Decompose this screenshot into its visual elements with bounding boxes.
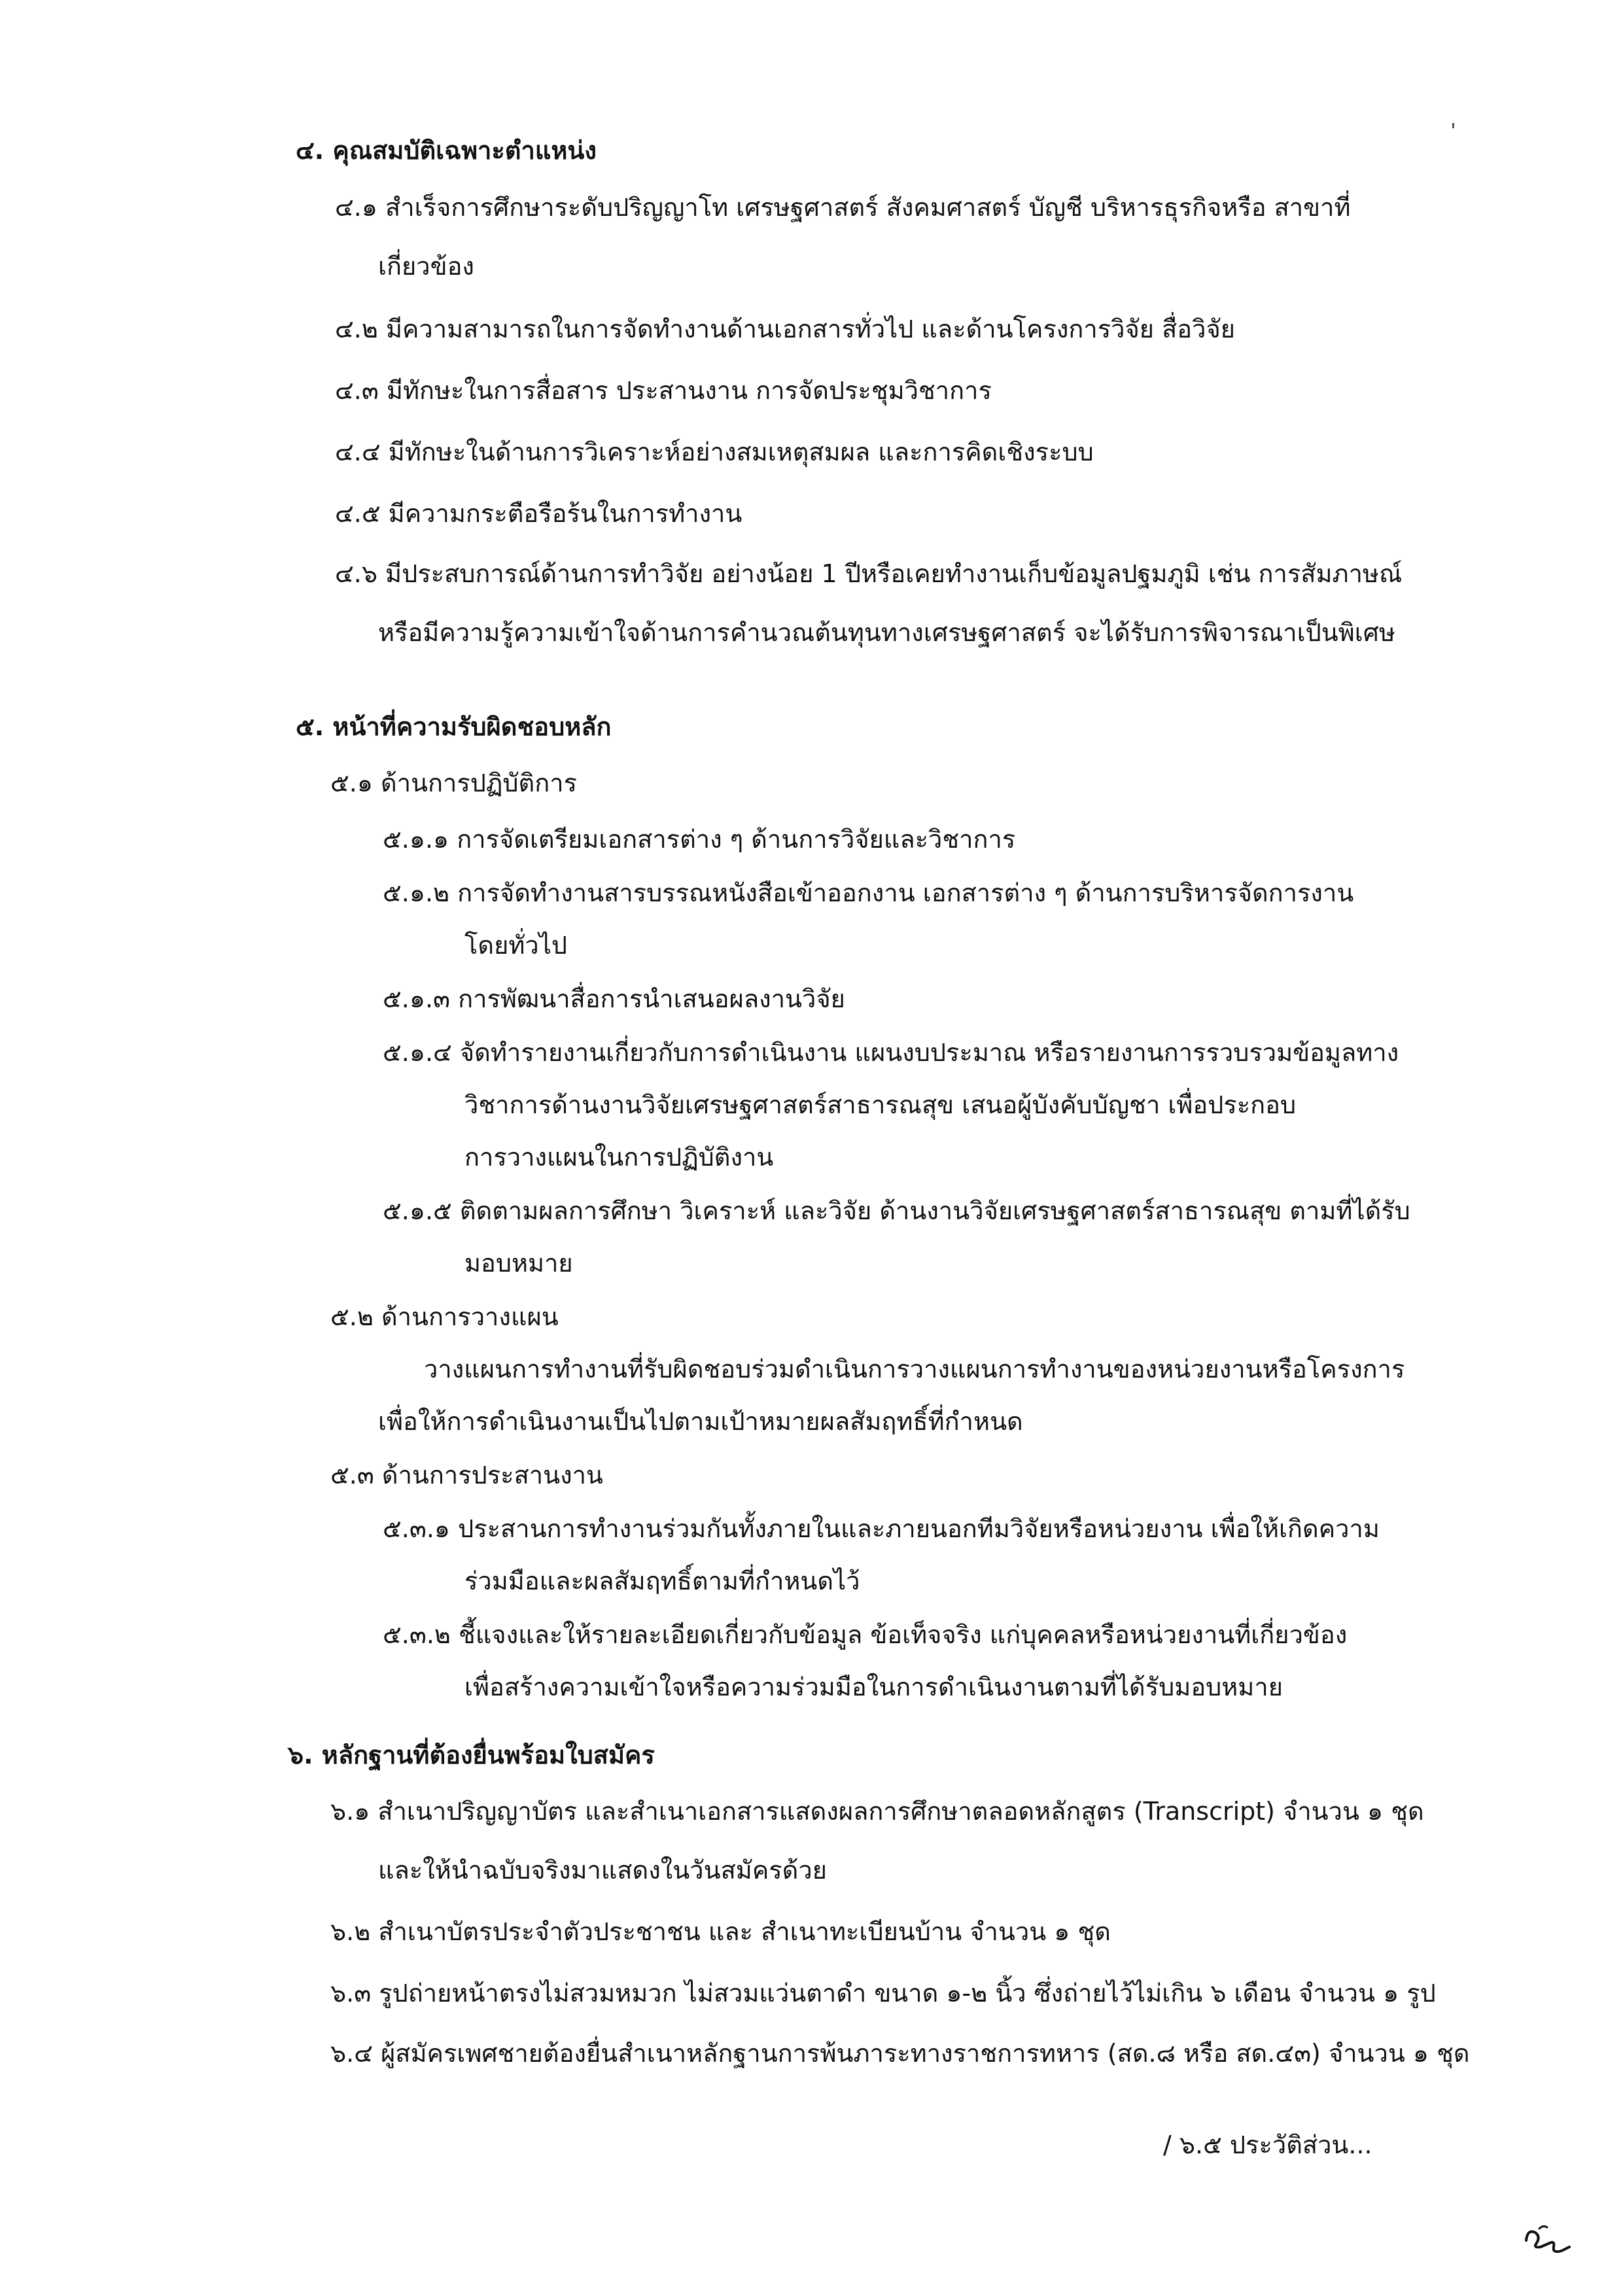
item-4-1-line-2: เกี่ยวข้อง bbox=[378, 252, 474, 281]
item-4-4: ๔.๔ มีทักษะในด้านการวิเคราะห์อย่างสมเหตุสมผล และการคิดเชิงระบบ bbox=[335, 438, 1094, 466]
item-5-1-3: ๕.๑.๓ การพัฒนาสื่อการนำเสนอผลงานวิจัย bbox=[383, 984, 845, 1013]
item-5-1-4-line-2: วิชาการด้านงานวิจัยเศรษฐศาสตร์สาธารณสุข เสนอผู้บังคับบัญชา เพื่อประกอบ bbox=[464, 1090, 1297, 1119]
item-5-1-5-line-1: ๕.๑.๕ ติดตามผลการศึกษา วิเคราะห์ และวิจัย ด้านงานวิจัยเศรษฐศาสตร์สาธารณสุข ตามที่ได้รับ bbox=[383, 1196, 1410, 1225]
subsection-5-2-title: ๕.๒ ด้านการวางแผน bbox=[330, 1302, 559, 1331]
item-4-3: ๔.๓ มีทักษะในการสื่อสาร ประสานงาน การจัดประชุมวิชาการ bbox=[335, 376, 992, 405]
section-5-heading: ๕. หน้าที่ความรับผิดชอบหลัก bbox=[296, 712, 612, 741]
item-4-2: ๔.๒ มีความสามารถในการจัดทำงานด้านเอกสารทั่วไป และด้านโครงการวิจัย สื่อวิจัย bbox=[335, 315, 1235, 343]
item-6-3: ๖.๓ รูปถ่ายหน้าตรงไม่สวมหมวก ไม่สวมแว่นตาดำ ขนาด ๑-๒ นิ้ว ซึ่งถ่ายไว้ไม่เกิน ๖ เดือน จำนวน ๑ รูป bbox=[330, 1979, 1436, 2008]
section-4-heading: ๔. คุณสมบัติเฉพาะตำแหน่ง bbox=[296, 136, 597, 165]
item-5-1-2-line-2: โดยทั่วไป bbox=[464, 931, 567, 960]
subsection-5-3-title: ๕.๓ ด้านการประสานงาน bbox=[330, 1461, 603, 1489]
continuation-note: / ๖.๕ ประวัติส่วน... bbox=[1163, 2131, 1372, 2159]
item-4-1-line-1: ๔.๑ สำเร็จการศึกษาระดับปริญญาโท เศรษฐศาสตร์ สังคมศาสตร์ บัญชี บริหารธุรกิจหรือ สาขาที่ bbox=[335, 193, 1351, 222]
item-5-1-4-line-3: การวางแผนในการปฏิบัติงาน bbox=[464, 1143, 774, 1172]
item-6-1-line-2: และให้นำฉบับจริงมาแสดงในวันสมัครด้วย bbox=[378, 1856, 827, 1885]
item-5-1-5-line-2: มอบหมาย bbox=[464, 1249, 573, 1278]
item-6-4: ๖.๔ ผู้สมัครเพศชายต้องยื่นสำเนาหลักฐานการพ้นภาระทางราชการทหาร (สด.๘ หรือ สด.๔๓) จำนวน ๑ ชุด bbox=[330, 2039, 1470, 2068]
subsection-5-2-paragraph-line-2: เพื่อให้การดำเนินงานเป็นไปตามเป้าหมายผลสัมฤทธิ์ที่กำหนด bbox=[378, 1407, 1023, 1436]
subsection-5-1-title: ๕.๑ ด้านการปฏิบัติการ bbox=[330, 769, 577, 797]
item-5-3-2-line-2: เพื่อสร้างความเข้าใจหรือความร่วมมือในการดำเนินงานตามที่ได้รับมอบหมาย bbox=[464, 1673, 1283, 1701]
scan-speck bbox=[1452, 123, 1454, 128]
section-6-heading: ๖. หลักฐานที่ต้องยื่นพร้อมใบสมัคร bbox=[288, 1741, 655, 1769]
handwritten-initial bbox=[1521, 2221, 1573, 2260]
item-5-1-4-line-1: ๕.๑.๔ จัดทำรายงานเกี่ยวกับการดำเนินงาน แผนงบประมาณ หรือรายงานการรวบรวมข้อมูลทาง bbox=[383, 1038, 1399, 1067]
subsection-5-2-paragraph-line-1: วางแผนการทำงานที่รับผิดชอบร่วมดำเนินการวางแผนการทำงานของหน่วยงานหรือโครงการ bbox=[424, 1355, 1405, 1383]
item-5-3-1-line-1: ๕.๓.๑ ประสานการทำงานร่วมกันทั้งภายในและภายนอกทีมวิจัยหรือหน่วยงาน เพื่อให้เกิดความ bbox=[383, 1514, 1380, 1543]
item-5-1-1: ๕.๑.๑ การจัดเตรียมเอกสารต่าง ๆ ด้านการวิจัยและวิชาการ bbox=[383, 825, 1016, 854]
item-5-3-1-line-2: ร่วมมือและผลสัมฤทธิ์ตามที่กำหนดไว้ bbox=[464, 1567, 860, 1595]
item-5-1-2-line-1: ๕.๑.๒ การจัดทำงานสารบรรณหนังสือเข้าออกงาน เอกสารต่าง ๆ ด้านการบริหารจัดการงาน bbox=[383, 878, 1354, 907]
item-6-1-line-1: ๖.๑ สำเนาปริญญาบัตร และสำเนาเอกสารแสดงผลการศึกษาตลอดหลักสูตร (Transcript) จำนวน ๑ ชุด bbox=[330, 1797, 1424, 1826]
item-4-5: ๔.๕ มีความกระตือรือร้นในการทำงาน bbox=[335, 499, 742, 528]
item-4-6-line-2: หรือมีความรู้ความเข้าใจด้านการคำนวณต้นทุนทางเศรษฐศาสตร์ จะได้รับการพิจารณาเป็นพิเศษ bbox=[378, 618, 1395, 647]
item-5-3-2-line-1: ๕.๓.๒ ชี้แจงและให้รายละเอียดเกี่ยวกับข้อมูล ข้อเท็จจริง แก่บุคคลหรือหน่วยงานที่เกี่ยวข้อง bbox=[383, 1620, 1348, 1649]
item-4-6-line-1: ๔.๖ มีประสบการณ์ด้านการทำวิจัย อย่างน้อย 1 ปีหรือเคยทำงานเก็บข้อมูลปฐมภูมิ เช่น การสัมภาษณ์ bbox=[335, 559, 1403, 588]
item-6-2: ๖.๒ สำเนาบัตรประจำตัวประชาชน และ สำเนาทะเบียนบ้าน จำนวน ๑ ชุด bbox=[330, 1917, 1111, 1946]
